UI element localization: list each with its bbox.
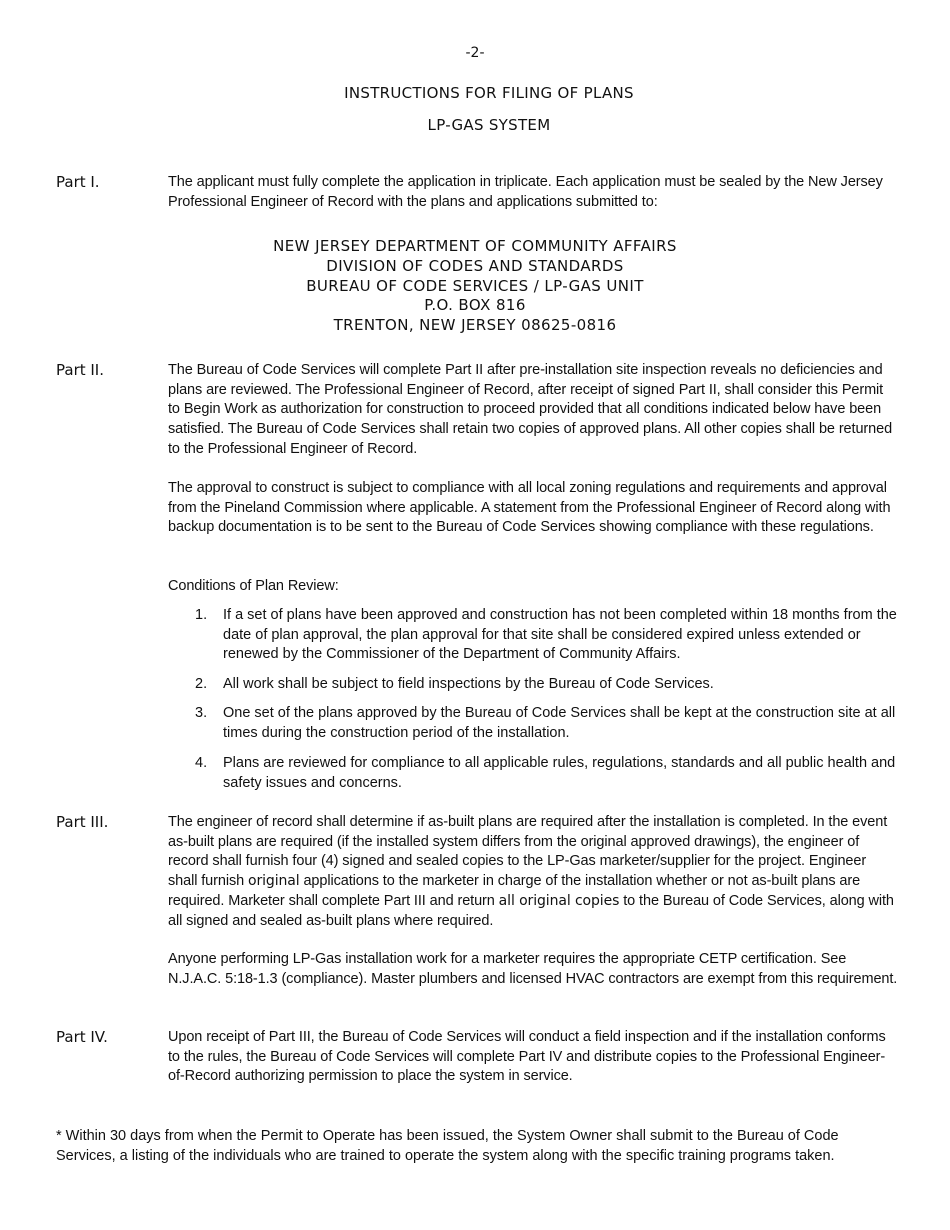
condition-text: If a set of plans have been approved and construction has not been completed within 18 months from the date of plan approval, the plan approval for that site shall be considered expired unless extended or renewed by the Commissioner of the Department of Community Affairs.	[223, 607, 897, 663]
emphasis-original: original	[248, 873, 300, 890]
part-3-text-segment: to the Bureau of Code Services, along with all signed and sealed as-built plans where required.	[168, 892, 894, 929]
condition-number: 2.	[195, 676, 208, 692]
address-line: DIVISION OF CODES AND STANDARDS	[326, 256, 624, 275]
part-3-paragraph-1	[168, 813, 898, 931]
address-line: TRENTON, NEW JERSEY 08625-0816	[333, 316, 617, 335]
part-1-label: Part I.	[56, 173, 100, 191]
condition-text: Plans are reviewed for compliance to all applicable rules, regulations, standards and all public health and safety issues and concerns.	[223, 755, 896, 791]
condition-item	[195, 675, 905, 695]
condition-text: One set of the plans approved by the Bureau of Code Services shall be kept at the construction site at all times during the construction period of the installation.	[223, 705, 896, 741]
part-4-label: Part IV.	[56, 1028, 108, 1046]
part-1-text: The applicant must fully complete the application in triplicate. Each application must be sealed by the New Jersey Professional Engineer of Record with the plans and applications submitted to:	[168, 174, 883, 210]
part-2-paragraph-1: The Bureau of Code Services will complete Part II after pre-installation site inspection reveals no deficiencies and plans are reviewed. The Professional Engineer of Record, after receipt of signed Part II, shall consider this Permit to Begin Work as authorization for construction to proceed provided that all conditions indicated below have been satisfied. The Bureau of Code Services shall retain two copies of approved plans. All other copies shall be returned to the Professional Engineer of Record.	[168, 362, 893, 457]
condition-number: 1.	[195, 607, 208, 623]
page-number: -2-	[465, 45, 485, 61]
address-line: P.O. BOX 816	[424, 296, 526, 315]
conditions-heading: Conditions of Plan Review:	[168, 578, 339, 594]
part-3-paragraph-2: Anyone performing LP-Gas installation work for a marketer requires the appropriate CETP certification. See N.J.A.C. 5:18-1.3 (compliance). Master plumbers and licensed HVAC contractors are exempt from this requirement.	[168, 951, 898, 987]
part-2-paragraph-2: The approval to construct is subject to compliance with all local zoning regulations and requirements and approval from the Pineland Commission where applicable. A statement from the Professional Engineer of Record along with backup documentation is to be sent to the Bureau of Code Services showing compliance with these regulations.	[168, 480, 891, 536]
part-4-text: Upon receipt of Part III, the Bureau of Code Services will conduct a field inspection and if the installation conforms to the rules, the Bureau of Code Services will complete Part IV and distribute copies to the Professional Engineer-of-Record authorizing permission to place the system in service.	[168, 1029, 886, 1085]
page-subtitle: LP-GAS SYSTEM	[427, 116, 551, 134]
part-3-text-segment: The engineer of record shall determine if as-built plans are required after the installation is completed. In the event as-built plans are required (if the installed system differs from the original approved drawings), the engineer of record shall furnish four (4) signed and sealed copies to the LP-Gas marketer/supplier for the project. Engineer shall furnish	[168, 814, 888, 890]
condition-text: All work shall be subject to field inspections by the Bureau of Code Services.	[223, 676, 714, 692]
emphasis-all-original-copies: all original copies	[498, 892, 620, 909]
part-2-label: Part II.	[56, 361, 104, 379]
condition-number: 4.	[195, 755, 208, 771]
condition-number: 3.	[195, 705, 208, 721]
page-title: INSTRUCTIONS FOR FILING OF PLANS	[344, 84, 634, 102]
part-3-text-segment: applications to the marketer in charge of the installation whether or not as-built plans are required. Marketer shall complete Part III and return	[168, 873, 861, 909]
footnote: * Within 30 days from when the Permit to Operate has been issued, the System Owner shall submit to the Bureau of Code Services, a listing of the individuals who are trained to operate the system along with the specific training programs taken.	[56, 1128, 839, 1164]
condition-item	[195, 754, 905, 793]
part-3-label: Part III.	[56, 813, 109, 831]
address-line: BUREAU OF CODE SERVICES / LP-GAS UNIT	[306, 276, 644, 295]
mailing-address	[0, 237, 950, 336]
address-line: NEW JERSEY DEPARTMENT OF COMMUNITY AFFAIRS	[273, 237, 677, 255]
condition-item	[195, 606, 905, 665]
condition-item	[195, 704, 905, 743]
